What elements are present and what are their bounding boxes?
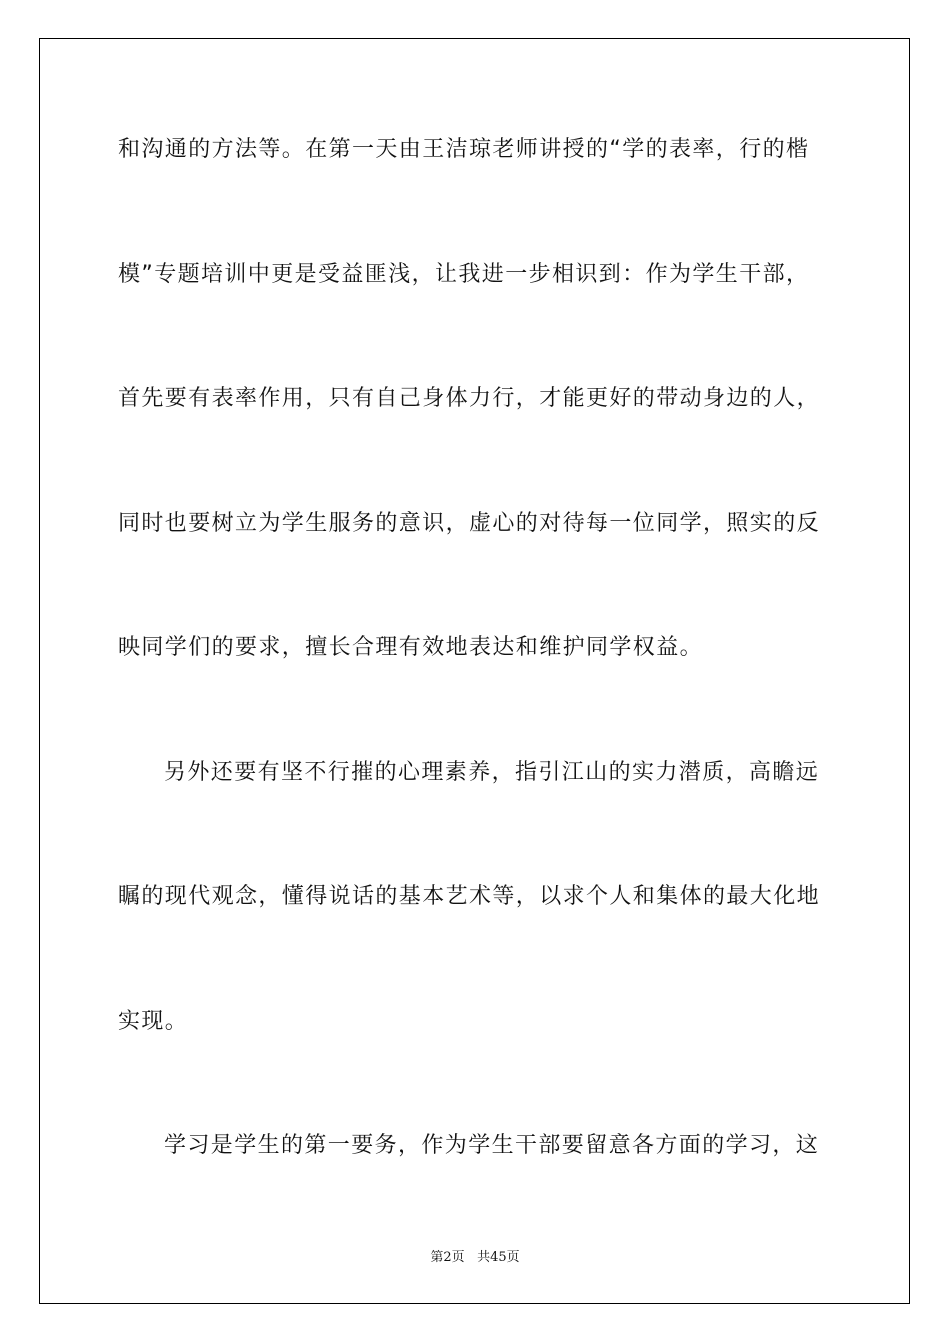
page-border [39, 38, 910, 1304]
paragraph-line: 瞩的现代观念，懂得说话的基本艺术等，以求个人和集体的最大化地 [118, 884, 821, 909]
page-footer [0, 1246, 950, 1265]
page-total: 共45页 [477, 1250, 520, 1265]
page-number: 第2页 [430, 1250, 465, 1265]
paragraph-line: 另外还要有坚不行摧的心理素养，指引江山的实力潜质，高瞻远 [164, 760, 820, 785]
paragraph-line: 首先要有表率作用，只有自己身体力行，才能更好的带动身边的人， [118, 386, 821, 411]
paragraph-line: 学习是学生的第一要务，作为学生干部要留意各方面的学习，这 [164, 1133, 820, 1158]
paragraph-line: 映同学们的要求，擅长合理有效地表达和维护同学权益。 [118, 635, 704, 660]
paragraph-line: 模”专题培训中更是受益匪浅，让我进一步相识到：作为学生干部， [118, 262, 810, 287]
paragraph-line: 实现。 [118, 1009, 189, 1034]
paragraph-line: 和沟通的方法等。在第一天由王洁琼老师讲授的“学的表率，行的楷 [118, 137, 810, 162]
paragraph-line: 同时也要树立为学生服务的意识，虚心的对待每一位同学，照实的反 [118, 511, 821, 536]
